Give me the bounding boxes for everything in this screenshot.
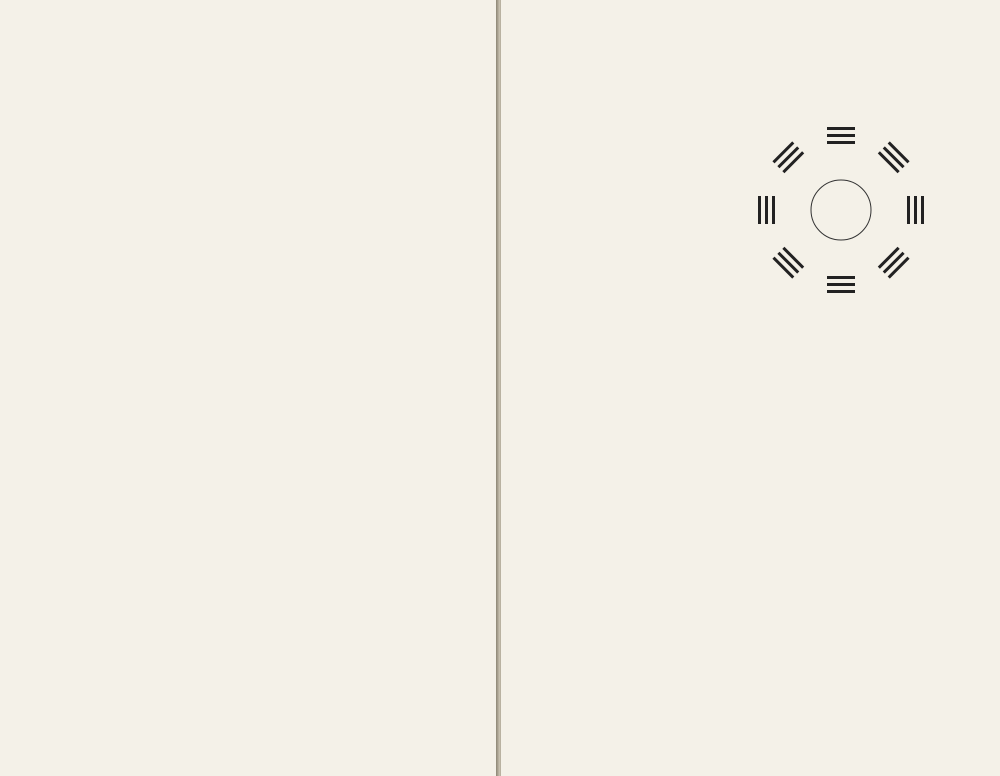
- trigram-line: [782, 151, 804, 173]
- trigram-line: [772, 141, 794, 163]
- trigram-line: [827, 290, 855, 293]
- trigram-line: [777, 252, 799, 274]
- trigram-line: [914, 196, 917, 224]
- trigram-line: [888, 141, 910, 163]
- trigram-line: [772, 196, 775, 224]
- trigram-mark: [772, 247, 804, 279]
- trigram-line: [907, 196, 910, 224]
- right-page: [500, 0, 1000, 776]
- trigram-line: [765, 196, 768, 224]
- trigram-line: [878, 151, 900, 173]
- trigram-mark: [827, 127, 855, 144]
- trigram-line: [827, 276, 855, 279]
- trigram-line: [758, 196, 761, 224]
- trigram-line: [827, 283, 855, 286]
- trigram-line: [772, 257, 794, 279]
- trigram-mark: [758, 196, 775, 224]
- trigram-line: [888, 257, 910, 279]
- trigram-line: [883, 252, 905, 274]
- diagram-center: [811, 180, 871, 240]
- trigram-mark: [878, 247, 910, 279]
- trigram-line: [878, 247, 900, 269]
- trigram-ring: [758, 127, 924, 293]
- trigram-line: [827, 141, 855, 144]
- trigram-line: [777, 146, 799, 168]
- trigram-line: [921, 196, 924, 224]
- trigram-mark: [907, 196, 924, 224]
- trigram-line: [883, 146, 905, 168]
- trigram-line: [827, 127, 855, 130]
- trigram-mark: [878, 141, 910, 173]
- trigram-mark: [772, 141, 804, 173]
- bagua-diagram: [731, 100, 951, 320]
- trigram-line: [782, 247, 804, 269]
- trigram-mark: [827, 276, 855, 293]
- trigram-line: [827, 134, 855, 137]
